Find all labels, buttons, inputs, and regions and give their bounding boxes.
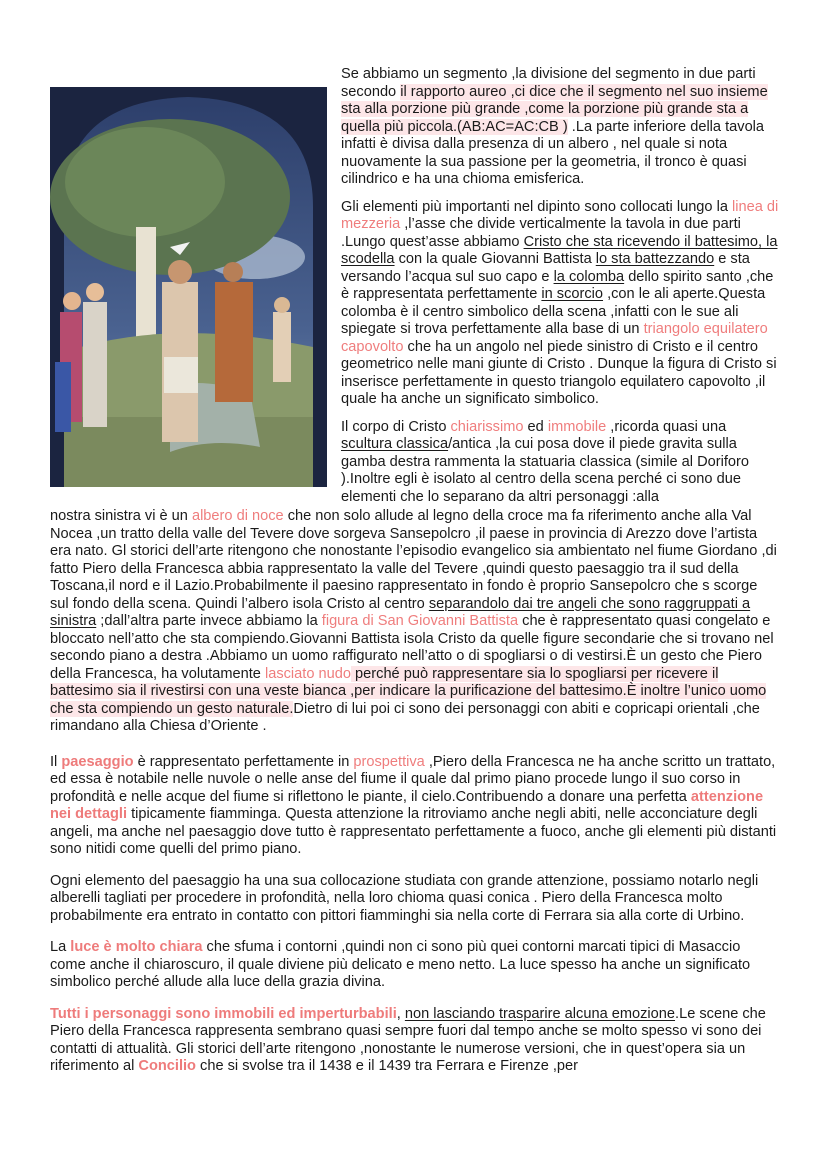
text-span: .La parte inferiore della tavola infatti è divisa dalla presenza di un albero , nel quale si nota nuovamente la sua passione per la geometria, il tronco è quasi cilindrico e ha una chioma emisferica. bbox=[341, 118, 765, 187]
painting-image bbox=[50, 87, 327, 487]
text-span: Gli elementi più importanti nel dipinto sono collocati lungo la bbox=[341, 198, 733, 215]
pink-keyword: prospettiva bbox=[353, 753, 425, 770]
paragraph-landscape-elements bbox=[50, 873, 778, 926]
text-span: ;dall’altra parte invece abbiamo la bbox=[96, 613, 322, 629]
pink-bold-keyword: Concilio bbox=[138, 1058, 196, 1074]
underlined-text: Cristo che sta ricevendo il battesimo, la scodella bbox=[341, 233, 778, 267]
pink-bold-keyword: paesaggio bbox=[61, 753, 134, 770]
text-span: La bbox=[50, 939, 71, 955]
paragraph-golden-ratio bbox=[341, 66, 781, 189]
underlined-text: la colomba bbox=[553, 268, 625, 285]
text-span: che ha un angolo nel piede sinistro di Cristo e il centro geometrico nelle mani giunte di Cristo . Dunque la figura di Cristo si inserisce perfettamente in questo triangolo equilatero capovolto ,il quale ha anche un significato simbolico. bbox=[341, 338, 777, 407]
text-span: ,ricorda quasi una bbox=[606, 418, 727, 435]
text-span: con la quale Giovanni Battista bbox=[394, 251, 596, 267]
underlined-text: non lasciando trasparire alcuna emozione bbox=[404, 1005, 676, 1022]
underlined-text: lo sta battezzando bbox=[595, 251, 715, 267]
text-span: ,con le ali aperte.Questa colomba è il centro simbolico della scena ,infatti con le sue ali spiegate si trova perfettamente alla base di un bbox=[341, 286, 766, 337]
paragraph-axis bbox=[341, 199, 781, 409]
text-span: .Le scene che Piero della Francesca rappresenta sembrano quasi sempre fuori dal tempo anche se molto spesso vi sono dei contatti di attualità. Gli storici dell’arte ritengono ,nonostante le numerose versioni, che in quest’opera sia un riferimento al bbox=[50, 1005, 766, 1074]
text-span: , bbox=[396, 1005, 405, 1022]
highlighted-text: il rapporto aureo ,ci dice che il segmento nel suo insieme sta alla porzione più grande ,come la porzione più grande sta a quella più piccola.(AB:AC=AC:CB ) bbox=[341, 83, 768, 135]
underlined-text: in scorcio bbox=[541, 286, 604, 302]
text-span: nostra sinistra vi è un bbox=[50, 508, 192, 524]
pink-bold-keyword: luce è molto chiara bbox=[70, 939, 203, 955]
pink-bold-keyword: attenzione nei dettagli bbox=[50, 788, 764, 822]
text-span: Il bbox=[50, 753, 62, 770]
text-span: /antica ,la cui posa dove il piede gravita sulla gamba destra rammenta la statuaria classica (simile al Doriforo ).Inoltre egli è isolato al centro della scena perché ci sono due elementi che lo separano da altri personaggi :alla bbox=[341, 436, 749, 505]
text-span: dello spirito santo ,che è rappresentata perfettamente bbox=[341, 268, 774, 302]
text-span: che è rappresentato quasi congelato e bloccato nell’atto che sta compiendo.Giovanni Battista isola Cristo da quelle figure secondarie che si trovano nel secondo piano a destra .Abbiamo un uomo raffigurato nell’atto o di spogliarsi o di vestirsi.È un gesto che Piero della Francesca, ha volutamente bbox=[50, 613, 774, 682]
text-span: che non solo allude al legno della croce ma fa riferimento anche alla Val Nocea ,un tratto della valle del Tevere dove sorgeva Sansepolcro ,il paese in provincia di Arezzo dove l’artista era nato. Gl storici dell’arte ritengono che nonostante l’episodio evangelico sia ambientato nel fiume Giordano ,di fatto Piero della Francesca abbia rappresentato la valle del Tevere ,quindi questo paesaggio tra il sud della Toscana,il nord e il Lazio.Probabilmente il paesino rappresentato in fondo è proprio Sansepolcro che s scorge sul fondo della scena. Quindi l’albero isola Cristo al centro bbox=[50, 508, 777, 612]
pink-keyword: figura di San Giovanni Battista bbox=[321, 613, 519, 629]
underlined-text: separandolo dai tre angeli che sono raggruppati a sinistra bbox=[50, 595, 751, 629]
paragraph-characters bbox=[50, 1006, 778, 1076]
text-span: tipicamente fiamminga. Questa attenzione la ritroviamo anche negli abiti, nelle acconciature degli angeli, ma anche nel paesaggio dove tutto è rappresentato perfettamente a fuoco, anche gli elementi più distanti sono nitidi come quelli del primo piano. bbox=[50, 806, 777, 857]
text-span: che si svolse tra il 1438 e il 1439 tra Ferrara e Firenze ,per bbox=[195, 1058, 579, 1074]
paragraph-walnut-tree bbox=[50, 508, 778, 736]
text-span: ,Piero della Francesca ne ha anche scritto un trattato, ed essa è notabile nelle nuvole o nelle anse del fiume il quale dal primo piano procede lungo il suo corso in profondità e nelle acque del fiume si riflettono le piante, il cielo.Contribuendo a donare una perfetta bbox=[50, 753, 776, 805]
text-span: ,l’asse che divide verticalmente la tavola in due parti .Lungo quest’asse abbiamo bbox=[341, 216, 741, 250]
paragraph-light bbox=[50, 939, 778, 992]
text-span: ed bbox=[523, 418, 548, 435]
pink-keyword: lasciato nudo bbox=[264, 665, 351, 682]
text-span: che sfuma i contorni ,quindi non ci sono più quei contorni marcati tipici di Masaccio come anche il chiaroscuro, il quale diviene più delicato e meno netto. La luce spesso ha anche un significato simbolico perché allude alla luce della grazia divina. bbox=[50, 939, 751, 990]
text-span: Ogni elemento del paesaggio ha una sua collocazione studiata con grande attenzione, possiamo notarlo negli alberelli tagliati per procedere in profondità, nella loro chioma quasi conica . Piero della Francesca molto probabilmente era entrato in contatto con pittori fiamminghi sia nella corte di Ferrara sia alla corte di Urbino. bbox=[50, 872, 759, 924]
text-span: e sta versando l’acqua sul suo capo e bbox=[341, 251, 750, 285]
highlighted-text: perché può rappresentare sia lo spogliarsi per ricevere il battesimo sia il rivestirsi con una veste bianca ,per indicare la purificazione del battesimo.È inoltre l’unico uomo che sta compiendo un gesto naturale. bbox=[50, 665, 767, 717]
body-text-full-width bbox=[50, 508, 778, 1086]
pink-keyword: immobile bbox=[547, 418, 607, 435]
text-span: Il corpo di Cristo bbox=[341, 418, 451, 435]
pink-keyword: chiarissimo bbox=[450, 418, 524, 435]
paragraph-body-of-christ-intro bbox=[341, 419, 781, 507]
paragraph-landscape bbox=[50, 754, 778, 859]
right-column-text bbox=[341, 66, 781, 506]
text-span: Dietro di lui poi ci sono dei personaggi con abiti e copricapi orientali ,che rimandano alla Chiesa d’Oriente . bbox=[50, 700, 760, 734]
text-span: è rappresentato perfettamente in bbox=[133, 753, 354, 770]
pink-keyword: linea di mezzeria bbox=[341, 198, 779, 232]
text-span: Se abbiamo un segmento ,la divisione del segmento in due parti secondo bbox=[341, 66, 756, 100]
pink-bold-keyword: Tutti i personaggi sono immobili ed imperturbabili bbox=[50, 1005, 397, 1022]
underlined-text: scultura classica bbox=[341, 436, 449, 452]
pink-keyword: triangolo equilatero capovolto bbox=[341, 321, 768, 355]
pink-keyword: albero di noce bbox=[191, 508, 284, 524]
